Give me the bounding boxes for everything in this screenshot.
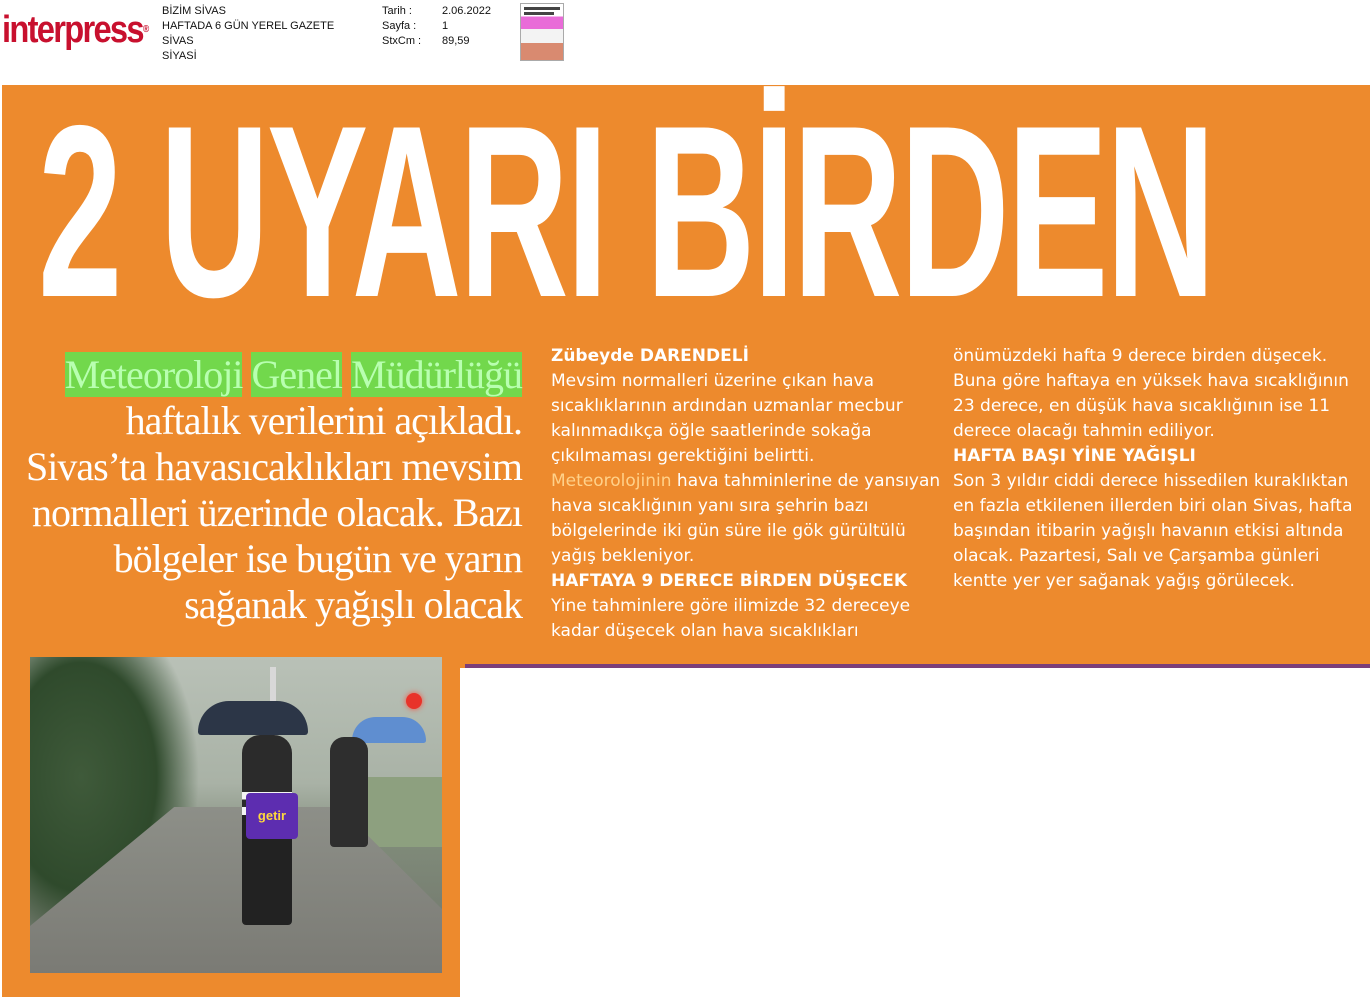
article-column-1 (551, 344, 951, 644)
photo-person (330, 737, 368, 847)
meta-page (382, 19, 491, 34)
lede-highlight: Müdürlüğü (351, 352, 522, 397)
meta-stxcm-value: 89,59 (442, 35, 470, 47)
clipping-header (0, 0, 1372, 70)
article-photo (30, 657, 442, 973)
publication-category: SİYASİ (162, 50, 197, 62)
article-headline: 2 UYARI BİRDEN (38, 74, 1214, 348)
interpress-logo (2, 8, 149, 52)
meta-stxcm (382, 34, 491, 49)
umbrella-icon (198, 701, 308, 735)
lede-highlight: Genel (251, 352, 342, 397)
article-paragraph: Son 3 yıldır ciddi derece hissedilen kuraklıktan en fazla etkilenen illerden biri olan Sivas, hafta başından itibarin yağışlı havanın etkisi altında olacak. Pazartesi, Salı ve Çarşamba günleri kentte yer yer sağanak yağış görülecek. (953, 471, 1353, 591)
article-paragraph (551, 469, 951, 569)
meta-date-value: 2.06.2022 (442, 5, 491, 17)
article-subheading: HAFTAYA 9 DERECE BİRDEN DÜŞECEK (551, 571, 908, 591)
traffic-light-icon (406, 693, 422, 709)
photo-shopping-bag: getir (246, 793, 298, 839)
page-thumbnail[interactable] (520, 3, 564, 61)
publication-name: BİZİM SİVAS (162, 5, 226, 17)
logo-text: interpress (2, 9, 143, 51)
article-paragraph: Yine tahminlere göre ilimizde 32 dereceye kadar düşecek olan hava sıcaklıkları (551, 596, 911, 641)
article-column-2 (953, 344, 1353, 594)
article-paragraph: önümüzdeki hafta 9 derece birden düşecek. Buna göre haftaya en yüksek hava sıcaklığının 23 derece, en düşük hava sıcaklığının ise 11 derece olacağı tahmin ediliyor. (953, 346, 1349, 441)
lede-highlight: Meteoroloji (64, 352, 243, 397)
thumbnail-line (524, 12, 554, 15)
meta-page-key: Sayfa : (382, 20, 417, 32)
publication-city: SİVAS (162, 35, 194, 47)
article-paragraph: Mevsim normalleri üzerine çıkan hava sıcaklıklarının ardından uzmanlar mecbur kalınmadıkça öğle saatlerinde sokağa çıkılmaması gerektiğini belirtti. (551, 371, 903, 466)
thumbnail-line (524, 7, 560, 10)
lede-text: haftalık verilerini (125, 398, 386, 443)
meta-stxcm-key: StxCm : (382, 35, 422, 47)
article-byline: Zübeyde DARENDELİ (551, 346, 749, 366)
clipping-meta (382, 4, 491, 49)
column-divider-rule (465, 664, 1370, 668)
meta-date-key: Tarih : (382, 5, 412, 17)
article-subheading: HAFTA BAŞI YİNE YAĞIŞLI (953, 446, 1196, 466)
umbrella-icon (352, 717, 426, 743)
meta-page-value: 1 (442, 20, 449, 32)
meta-date (382, 4, 491, 19)
paragraph-text: hava tahminlerine de yansıyan hava sıcaklığının yanı sıra şehrin bazı bölgelerinde iki gün süre ile gök gürültülü yağış bekleniyor. (551, 471, 941, 566)
lede-text: açıkladı. Sivas’ta havasıcaklıkları mevsim normalleri üzerinde olacak. Bazı bölgeler ise bugün ve yarın sağanak yağışlı olacak (25, 398, 522, 627)
keyword-link[interactable]: Meteorolojinin (551, 471, 672, 491)
article-lede (20, 352, 522, 628)
logo-registered-mark: ® (142, 24, 150, 35)
publication-info (162, 4, 334, 64)
clipping-blank-area (460, 668, 1372, 997)
publication-frequency: HAFTADA 6 GÜN YEREL GAZETE (162, 20, 335, 32)
